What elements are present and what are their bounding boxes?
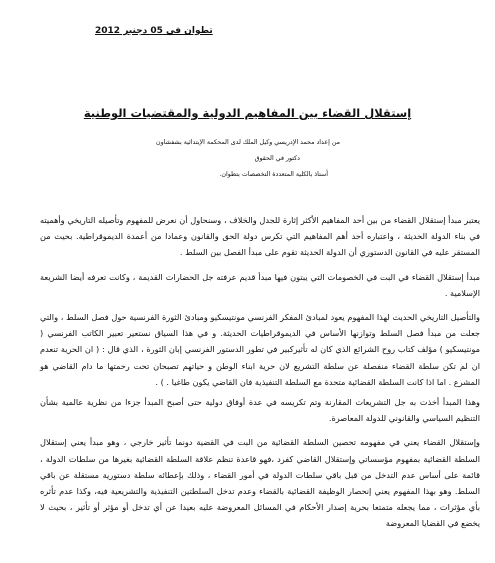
- author-degree-line: دكتور في الحقوق: [254, 155, 300, 162]
- author-name-line: من إعداد محمد الإدريسي وكيل الملك لدى المحكمة الإبتدائية بشفشاون: [156, 139, 340, 146]
- paragraph-4: وهذا المبدأ أخذت به جل التشريعات المقارنة وتم تكريسه في عدة أوفاق دولية حتى أصبح المبدأ جزءا من نظرية عالمية بشأن التنظيم السياسي والقانوني للدولة المعاصرة.: [40, 397, 480, 424]
- document-title: إستقلال القضاء بين المفاهيم الدولية والمقتضيات الوطنية: [83, 106, 412, 120]
- paragraph-5: وإستقلال القضاء يعني في مفهومه تحصين السلطة القضائية من البت في القضية دونما تأثير خارجي ، وهو مبدأ يعني إستقلال السلطة القضائية بمفهوم مؤسساتي وإستقلال القاضي كفرد ،فهو قاعدة تنظم علاقة السلطة القضائية بغيرها من سلطات الدولة ، قائمة على أساس عدم التدخل من قبل باقي سلطات الدولة في أمور القضاء ، وذلك بإعطائه سلطة دستورية مستقلة عن باقي السلط. وهو بهذا المفهوم يعني إنحصار الوظيفة القضائية بالقضاء وعدم تدخل السلطتين التنفيذية والتشريعية فيه، وكذا عدم تأثره بأي مؤثرات ، مما يجعله متمتعا بحرية إصدار الأحكام في المسائل المعروضة عليه بعيدا عن أي تدخل أو مؤثر أو تأثير ، بحيث لا يخضع في القضايا المعروضة: [40, 437, 480, 529]
- paragraph-1: يعتبر مبدأ إستقلال القضاء من بين أحد المفاهيم الأكثر إثارة للجدل والخلاف ، وسنحاول أن نعرض للمفهوم وتأصيله التاريخي وأهميته في بناء الدولة الحديثة ، واعتباره أحد أهم المفاهيم التي تكرس دولة الحق والقانون وعمادا من أعمدة الديموقراطية. بحيث من المستقر عليه في القانون الدستوري أن الدولة الحديثة تقوم على مبدأ الفصل بين السلط .: [40, 215, 480, 258]
- author-block: [40, 140, 340, 188]
- author-position-line: أستاذ بالكلية المتعددة التخصصات بتطوان.: [219, 171, 328, 178]
- paragraph-3: والتأصيل التاريخي الحديث لهذا المفهوم يعود لمبادئ المفكر الفرنسي مونتيسكيو ومبادئ الثورة الفرنسية حول فصل السلط ، والتي جعلت من مبدأ فصل السلط وتوازنها الأساس في الديموقراطيات الحديثة. و في هذا السياق نستعير تعبير الكاتب الفرنسي ( مونتيسكيو ) مؤلف كتاب روح الشرائع الذي كان له تأثيركبير في تطور الدستور الفرنسي إبان الثورة ، الذي قال : ( ان الحرية تنعدم ان لم تكن سلطة القضاء منفصلة عن سلطة التشريع لان حرية ابناء الوطن و حياتهم تصبحان تحت رحمتها ما دام القاضي هو المشرع . اما اذا كانت السلطة القضائية متحدة مع السلطة التنفيذية فان القاضي يكون طاغيا . ) .: [40, 312, 480, 387]
- document-body: [40, 212, 480, 540]
- document-date: تطوان في 05 دجنبر 2012: [95, 26, 213, 36]
- paragraph-2: مبدأ إستقلال القضاء في البت في الخصومات التي يبتون فيها مبدأ قديم عرفته جل الحضارات القديمة ، وكانت تعرفه أيضا الشريعة الإسلامية .: [40, 271, 480, 298]
